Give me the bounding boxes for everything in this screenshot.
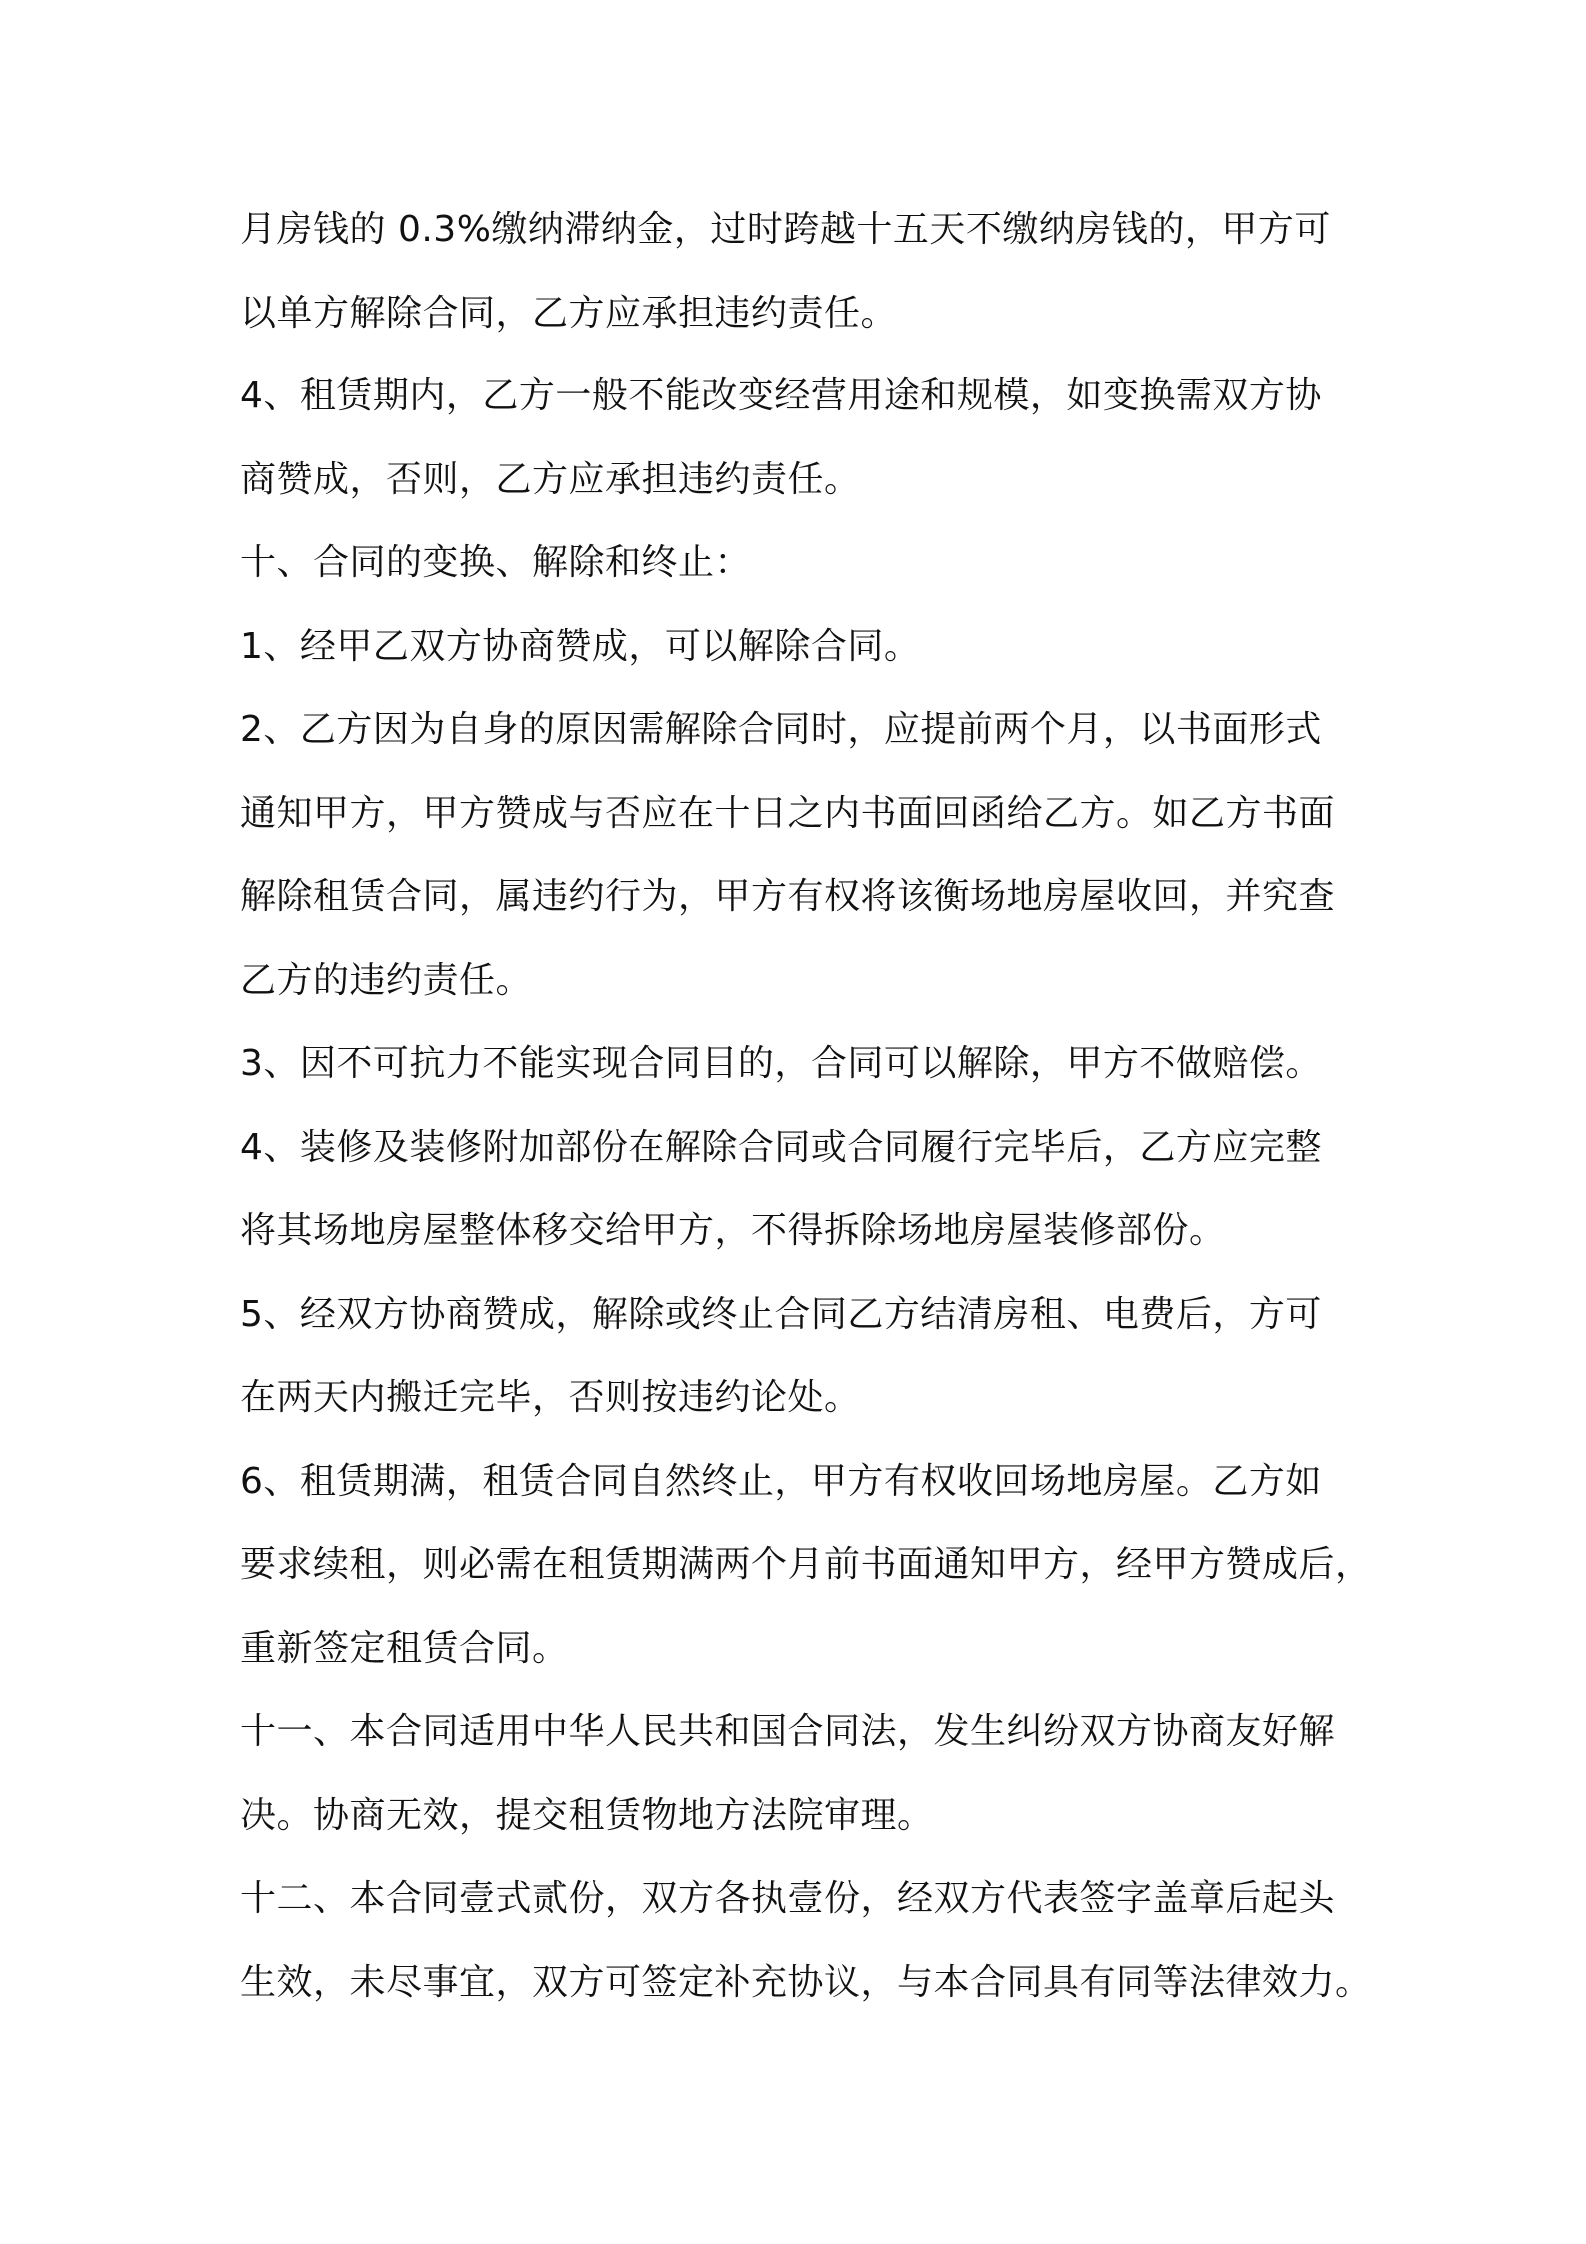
text-line: 月房钱的 0.3%缴纳滞纳金，过时跨越十五天不缴纳房钱的，甲方可 bbox=[240, 209, 1331, 250]
section-heading: 十、合同的变换、解除和终止： bbox=[240, 542, 752, 583]
text-line: 1、经甲乙双方协商赞成，可以解除合同。 bbox=[240, 626, 921, 667]
text-line: 乙方的违约责任。 bbox=[240, 960, 533, 1001]
text-line: 通知甲方，甲方赞成与否应在十日之内书面回函给乙方。如乙方书面 bbox=[240, 793, 1336, 834]
section-heading: 十一、本合同适用中华人民共和国合同法，发生纠纷双方协商友好解 bbox=[240, 1711, 1336, 1752]
text-line: 4、租赁期内，乙方一般不能改变经营用途和规模，如变换需双方协 bbox=[240, 375, 1322, 416]
text-line: 以单方解除合同，乙方应承担违约责任。 bbox=[240, 293, 898, 334]
text-line: 6、租赁期满，租赁合同自然终止，甲方有权收回场地房屋。乙方如 bbox=[240, 1461, 1322, 1502]
section-heading: 十二、本合同壹式贰份，双方各执壹份，经双方代表签字盖章后起头 bbox=[240, 1878, 1336, 1919]
text-line: 将其场地房屋整体移交给甲方，不得拆除场地房屋装修部份。 bbox=[240, 1210, 1226, 1251]
text-line: 重新签定租赁合同。 bbox=[240, 1628, 569, 1669]
text-line: 5、经双方协商赞成，解除或终止合同乙方结清房租、电费后，方可 bbox=[240, 1294, 1322, 1335]
text-line: 要求续租，则必需在租赁期满两个月前书面通知甲方，经甲方赞成后， bbox=[240, 1544, 1372, 1585]
text-line: 解除租赁合同，属违约行为，甲方有权将该衡场地房屋收回，并究查 bbox=[240, 876, 1336, 917]
text-line: 3、因不可抗力不能实现合同目的，合同可以解除，甲方不做赔偿。 bbox=[240, 1043, 1322, 1084]
text-line: 在两天内搬迁完毕，否则按违约论处。 bbox=[240, 1377, 861, 1418]
text-line: 生效，未尽事宜，双方可签定补充协议，与本合同具有同等法律效力。 bbox=[240, 1962, 1372, 2003]
text-line: 2、乙方因为自身的原因需解除合同时，应提前两个月，以书面形式 bbox=[240, 709, 1322, 750]
text-line: 商赞成，否则，乙方应承担违约责任。 bbox=[240, 459, 861, 500]
text-line: 决。协商无效，提交租赁物地方法院审理。 bbox=[240, 1795, 934, 1836]
text-line: 4、装修及装修附加部份在解除合同或合同履行完毕后，乙方应完整 bbox=[240, 1127, 1322, 1168]
